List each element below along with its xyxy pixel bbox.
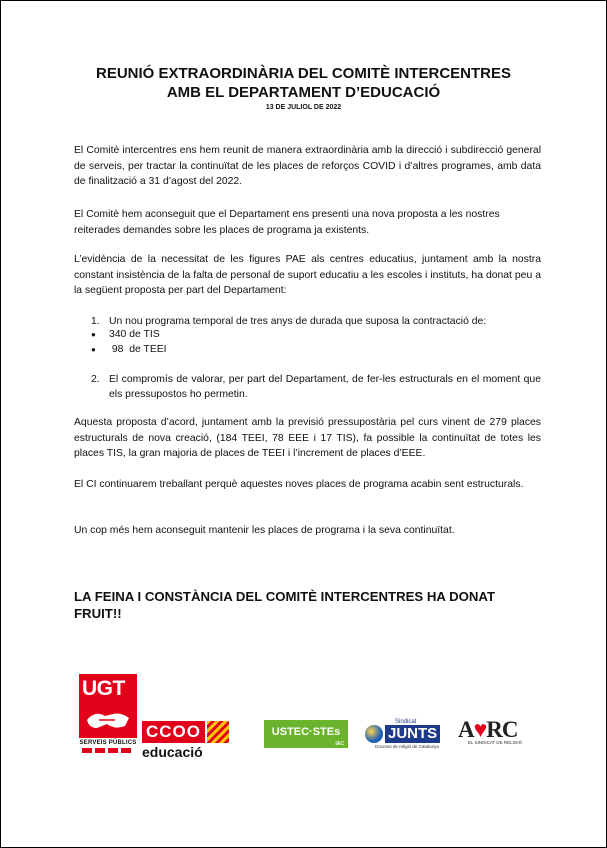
title-line-1: REUNIÓ EXTRAORDINÀRIA DEL COMITÈ INTERCENTRES xyxy=(95,65,512,82)
ugt-logo-bars xyxy=(79,748,137,753)
closing-statement: LA FEINA I CONSTÀNCIA DEL COMITÈ INTERCENTRES HA DONAT FRUIT!! xyxy=(74,589,496,621)
document-title xyxy=(1,64,606,102)
list-item-1-text: Un nou programa temporal de tres anys de durada que suposa la contractació de: xyxy=(109,316,487,327)
ustec-logo-text: USTEC·STEs xyxy=(271,726,341,738)
bullet-item xyxy=(91,327,167,342)
bullet-text-teei: 98 de TEEI xyxy=(109,344,167,355)
ccoo-logo-text: CCOO xyxy=(142,721,205,743)
paragraph-4: Aquesta proposta d’acord, juntament amb la previsió pressupostària pel curs vinent de 279 places estructurals de nova creació, (184 TEEI, 78 EEE i 17 TIS), fa possible la continuïtat de totes les places TIS, la gran majoria de places de TEEI i l’increment de places d’EEE. xyxy=(74,417,541,460)
bullet-item xyxy=(91,342,167,357)
amrc-logo xyxy=(458,717,528,745)
ccoo-logo xyxy=(142,721,252,760)
junts-logo xyxy=(365,719,449,749)
ugt-logo-subtitle: SERVEIS PÚBLICS xyxy=(79,740,137,746)
bullet-icon: ● xyxy=(91,345,96,354)
globe-icon xyxy=(365,725,383,743)
paragraph-3: L’evidència de la necessitat de les figures PAE als centres educatius, juntament amb la nostra constant insistència de la falta de personal de suport educatiu a les escoles i instituts, ha donat peu a la següent proposta per part del Departament: xyxy=(74,254,541,297)
paragraph-5: El CI continuarem treballant perquè aquestes noves places de programa acabin sent estructurals. xyxy=(74,479,524,490)
junts-logo-text: JUNTS xyxy=(385,725,440,743)
heart-icon: ♥ xyxy=(473,717,487,742)
catalan-flag-icon xyxy=(207,721,229,743)
title-line-2: AMB EL DEPARTAMENT D’EDUCACIÓ xyxy=(166,84,441,101)
list-item-2 xyxy=(91,372,541,402)
ccoo-logo-subtitle: educació xyxy=(142,744,203,760)
handshake-icon xyxy=(85,706,131,732)
paragraph-6: Un cop més hem aconseguit mantenir les places de programa i la seva continuïtat. xyxy=(74,525,455,536)
list-item-2-number: 2. xyxy=(91,374,100,385)
ustec-logo xyxy=(264,720,348,748)
amrc-logo-subtitle: EL SINDICAT DE RELIGIÓ xyxy=(468,740,523,745)
bullet-text-tis: 340 de TIS xyxy=(109,329,160,340)
junts-logo-subtitle: Docents de religió de Catalunya xyxy=(375,744,439,749)
amrc-logo-text: A♥RC xyxy=(458,717,518,742)
bullet-list xyxy=(91,327,167,357)
ugt-logo-box xyxy=(79,674,137,738)
ugt-logo xyxy=(79,674,137,753)
ugt-logo-text: UGT xyxy=(82,677,125,700)
bullet-icon: ● xyxy=(91,330,96,339)
document-date: 13 DE JULIOL DE 2022 xyxy=(265,104,342,111)
list-item-1-number: 1. xyxy=(91,316,100,327)
paragraph-2: El Comitè hem aconseguit que el Departament ens presenti una nova proposta a les nostres reiterades demandes sobre les places de programa ja existents. xyxy=(74,209,500,236)
list-item-2-text: El compromís de valorar, per part del Departament, de fer-les estructurals en el moment que els pressupostos ho permetin. xyxy=(109,374,541,401)
ustec-logo-subtitle: IAC xyxy=(335,741,344,747)
paragraph-1: El Comitè intercentres ens hem reunit de manera extraordinària amb la direcció i subdirecció general de serveis, per tractar la continuïtat de les places de reforços COVID i d’altres programes, amb data de finalització a 31 d’agost del 2022. xyxy=(74,145,541,188)
junts-logo-pretitle: Sindicat xyxy=(395,719,417,725)
